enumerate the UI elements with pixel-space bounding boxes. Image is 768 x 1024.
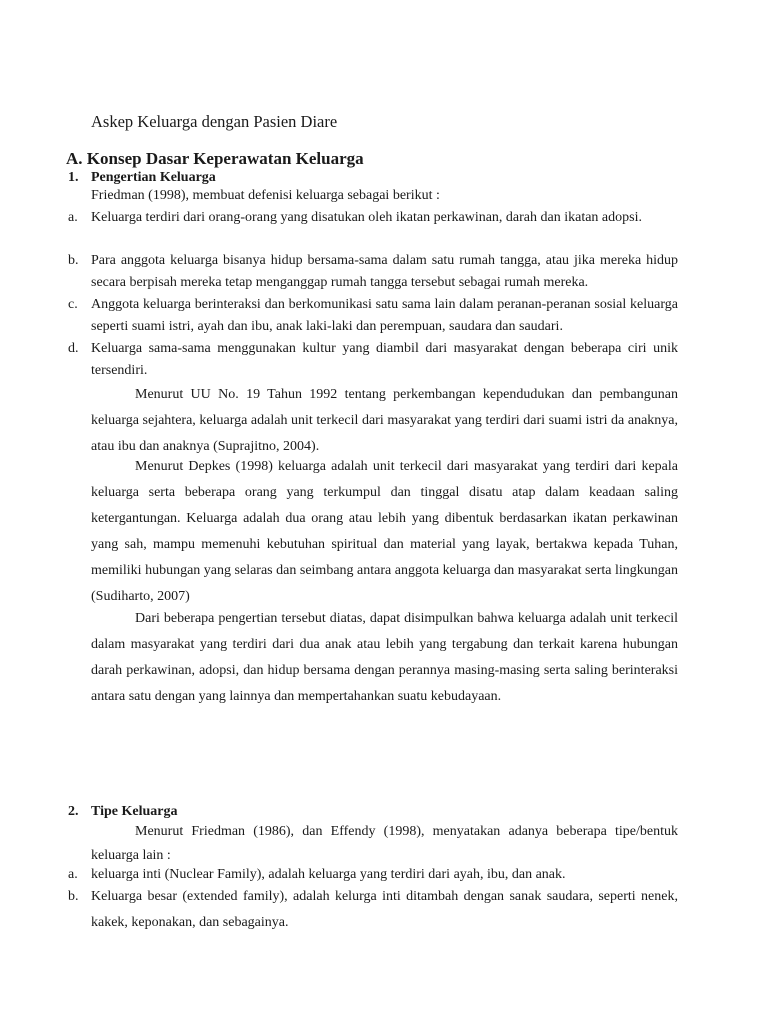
list-item-text: Keluarga terdiri dari orang-orang yang disatukan oleh ikatan perkawinan, darah dan ikatan adopsi. [91, 210, 642, 225]
list-item-c [68, 294, 678, 338]
subheading-tipe [68, 804, 177, 820]
list-item-d [68, 338, 678, 382]
list-item-text: keluarga inti (Nuclear Family), adalah keluarga yang terdiri dari ayah, ibu, dan anak. [91, 867, 566, 882]
list-item-extended [68, 884, 678, 936]
list-marker: a. [68, 867, 78, 882]
list-marker: a. [68, 210, 78, 225]
list-item-text: Keluarga sama-sama menggunakan kultur yang diambil dari masyarakat dengan beberapa ciri unik tersendiri. [91, 341, 678, 378]
list-marker: c. [68, 297, 78, 312]
document-title: Askep Keluarga dengan Pasien Diare [91, 112, 338, 131]
section-heading-a: A. Konsep Dasar Keperawatan Keluarga [66, 149, 364, 168]
subheading-number: 1. [68, 170, 79, 185]
list-marker: d. [68, 341, 79, 356]
paragraph-uu: Menurut UU No. 19 Tahun 1992 tentang perkembangan kependudukan dan pembangunan keluarga sejahtera, keluarga adalah unit terkecil dari masyarakat yang terdiri dari suami istri da anaknya, atau ibu dan anaknya (Suprajitno, 2004). [91, 387, 678, 454]
subheading-title: Tipe Keluarga [91, 804, 178, 819]
list-item-b [68, 250, 678, 294]
intro-friedman: Friedman (1998), membuat defenisi keluarga sebagai berikut : [91, 188, 440, 203]
paragraph-tipe: Menurut Friedman (1986), dan Effendy (1998), menyatakan adanya beberapa tipe/bentuk keluarga lain : [91, 824, 678, 863]
list-marker: b. [68, 889, 79, 904]
list-item-nuclear [68, 864, 678, 886]
subheading-pengertian [68, 170, 216, 186]
list-item-a [68, 207, 678, 229]
list-marker: b. [68, 253, 79, 268]
subheading-title: Pengertian Keluarga [91, 170, 216, 185]
list-item-text: Para anggota keluarga bisanya hidup bersama-sama dalam satu rumah tangga, atau jika mereka hidup secara berpisah mereka tetap menganggap rumah tangga tersebut sebagai rumah mereka. [91, 253, 678, 290]
paragraph-conclusion: Dari beberapa pengertian tersebut diatas, dapat disimpulkan bahwa keluarga adalah unit terkecil dalam masyarakat yang terdiri dari dua anak atau lebih yang tergabung dan terkait karena hubungan darah perkawinan, adopsi, dan hidup bersama dengan perannya masing-masing serta saling berinteraksi antara satu dengan yang lainnya dan mempertahankan suatu kebudayaan. [91, 611, 678, 704]
paragraph-depkes: Menurut Depkes (1998) keluarga adalah unit terkecil dari masyarakat yang terdiri dari kepala keluarga serta beberapa orang yang terkumpul dan tinggal disatu atap dalam keadaan saling ketergantungan. Keluarga adalah dua orang atau lebih yang dibentuk berdasarkan ikatan perkawinan yang sah, mampu memenuhi kebutuhan spiritual dan material yang layak, bertakwa kepada Tuhan, memiliki hubungan yang selaras dan seimbang antara anggota keluarga dan masyarakat serta lingkungan (Sudiharto, 2007) [91, 459, 678, 604]
list-item-text: Anggota keluarga berinteraksi dan berkomunikasi satu sama lain dalam peranan-peranan sosial keluarga seperti suami istri, ayah dan ibu, anak laki-laki dan perempuan, saudara dan saudari. [91, 297, 678, 334]
list-item-text: Keluarga besar (extended family), adalah kelurga inti ditambah dengan sanak saudara, seperti nenek, kakek, keponakan, dan sebagainya. [91, 889, 678, 930]
subheading-number: 2. [68, 804, 79, 819]
